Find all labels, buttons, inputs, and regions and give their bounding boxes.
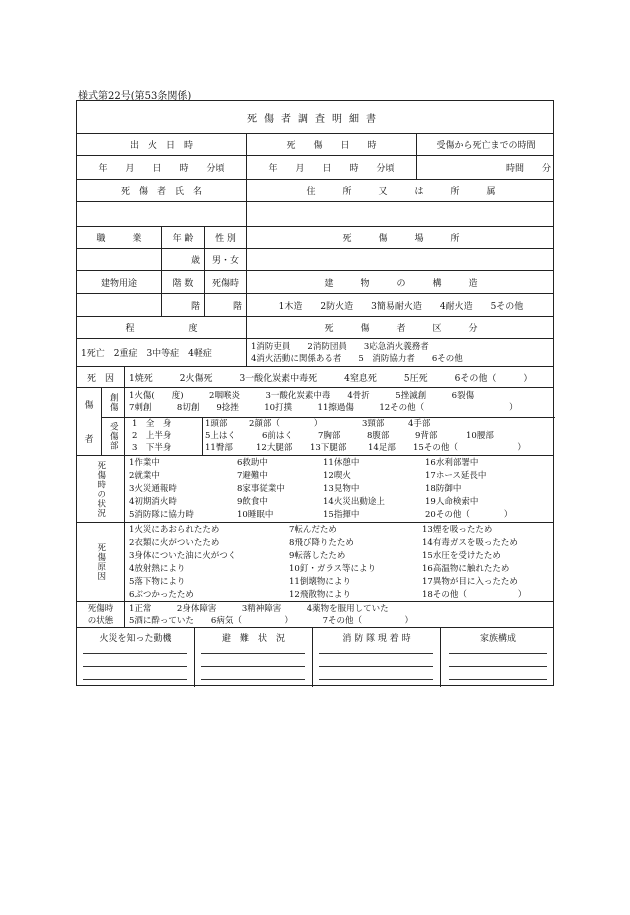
category-line-2: 4消火活動に関係ある者 5 消防協力者 6その他 — [251, 354, 463, 364]
part-head: 1頭部 — [205, 419, 228, 429]
motive-column — [77, 628, 195, 687]
injured-part-subrow — [102, 417, 555, 456]
injury-label-bottom: 者 — [84, 434, 94, 445]
floor-at-casualty-field[interactable]: 階 — [205, 294, 247, 316]
fire-datetime-header: 出 火 日 時 — [77, 134, 247, 155]
building-header-row — [77, 271, 553, 294]
date-fields-row — [77, 156, 553, 180]
degree-header-row — [77, 317, 553, 339]
situation-12: 12喫火 — [323, 471, 351, 481]
motive-line-2[interactable] — [83, 666, 187, 667]
evacuation-line-2[interactable] — [201, 666, 305, 667]
cause-4: 4放射熱により — [129, 564, 186, 574]
state-label — [77, 602, 125, 627]
motive-line-1[interactable] — [83, 653, 187, 654]
cause-13: 13煙を吸ったため — [422, 525, 493, 535]
name-field[interactable] — [77, 202, 247, 226]
part-face: 2顔部（ ） — [249, 419, 323, 429]
degree-field-row — [77, 339, 553, 367]
address-field[interactable] — [247, 202, 555, 226]
address-header: 住 所 又 は 所 属 — [306, 187, 496, 197]
cause-17: 17異物が目に入ったため — [422, 577, 518, 587]
cause-8: 8飛び降りたため — [289, 538, 354, 548]
wound-subrow — [102, 388, 555, 418]
situation-3: 3火災通報時 — [129, 484, 177, 494]
injury-label — [77, 388, 102, 455]
part-back: 9背部 — [415, 431, 438, 441]
time-to-death-header: 受傷から死亡までの時間 — [436, 141, 536, 151]
evacuation-header: 避 難 状 況 — [221, 634, 285, 644]
form-number: 様式第22号(第53条関係) — [78, 91, 192, 102]
name-header: 死 傷 者 氏 名 — [77, 180, 247, 201]
cause-6: 6ぶつかったため — [129, 590, 194, 600]
injury-block — [77, 388, 553, 456]
situation-9: 9飲食中 — [237, 497, 268, 507]
building-use-field[interactable] — [77, 294, 162, 316]
situation-5: 5消防隊に協力時 — [129, 510, 194, 520]
death-datetime-header: 死 傷 日 時 — [247, 134, 417, 155]
situation-16: 16水利部署中 — [425, 458, 479, 468]
death-cause-options[interactable]: 1焼死 2火傷死 3一酸化炭素中毒死 4窒息死 5圧死 6その他（ ） — [129, 373, 533, 384]
part-other: 15その他（ ） — [413, 443, 526, 453]
age-field[interactable]: 歳 — [162, 249, 205, 270]
situation-19: 19人命検索中 — [425, 497, 479, 507]
occupation-field-row — [77, 249, 553, 271]
cause-15: 15水圧を受けたため — [422, 551, 501, 561]
casualty-place-field[interactable] — [247, 249, 555, 270]
cause-12: 12飛散物により — [289, 590, 351, 600]
part-foot: 14足部 — [368, 443, 396, 453]
category-header: 死 傷 者 区 分 — [324, 324, 478, 334]
cause-10: 10釘・ガラス等により — [289, 564, 377, 574]
situation-17: 17ホース延長中 — [425, 471, 487, 481]
state-options[interactable] — [129, 603, 413, 627]
cause-block — [77, 523, 553, 602]
family-line-2[interactable] — [449, 666, 547, 667]
age-header: 年 齢 — [162, 227, 205, 248]
wound-label: 創傷 — [102, 388, 125, 417]
situation-block — [77, 456, 553, 523]
occupation-header: 職 業 — [77, 227, 162, 248]
cause-1: 1火災にあおられたため — [129, 525, 220, 535]
occupation-field[interactable] — [77, 249, 162, 270]
situation-6: 6救助中 — [237, 458, 268, 468]
part-abdomen: 8腹部 — [367, 431, 390, 441]
structure-options[interactable]: 1木造 2防火造 3簡易耐火造 4耐火造 5その他 — [278, 301, 524, 312]
form-sheet — [76, 100, 554, 686]
part-forearm: 6前はく — [262, 431, 293, 441]
degree-header: 程 度 — [77, 317, 247, 338]
date-header-row — [77, 134, 553, 156]
building-field-row — [77, 294, 553, 317]
state-block — [77, 602, 553, 628]
family-line-1[interactable] — [449, 653, 547, 654]
name-header-row — [77, 180, 553, 202]
state-label-line-1: 死傷時 — [87, 603, 114, 614]
wound-line-2: 7刺創 8切創 9捻挫 10打撲 11擦過傷 12その他（ ） — [129, 403, 518, 413]
part-whole-body: 1 全 身 — [132, 419, 172, 429]
name-field-row — [77, 202, 553, 227]
motive-line-3[interactable] — [83, 679, 187, 680]
structure-header: 建 物 の 構 造 — [324, 278, 478, 289]
part-waist: 10腰部 — [466, 431, 494, 441]
motive-header: 火災を知った動機 — [99, 634, 172, 644]
part-lower-body: 3 下半身 — [132, 443, 172, 453]
situation-7: 7避難中 — [237, 471, 268, 481]
occupation-header-row — [77, 227, 553, 249]
family-line-3[interactable] — [449, 679, 547, 680]
title-row — [77, 101, 553, 134]
situation-10: 10睡眠中 — [237, 510, 274, 520]
floors-field[interactable]: 階 — [162, 294, 205, 316]
situation-label: 死傷時の状況 — [77, 456, 125, 522]
fire-datetime-field[interactable]: 年 月 日 時 分頃 — [77, 156, 247, 179]
cause-16: 16高温物に触れたため — [422, 564, 510, 574]
part-buttocks: 11臀部 — [205, 443, 233, 453]
situation-8: 8家事従業中 — [237, 484, 285, 494]
state-line-1: 1正常 2身体障害 3精神障害 4薬物を服用していた — [129, 604, 389, 614]
death-cause-label: 死 因 — [77, 367, 125, 387]
part-hand: 4手部 — [408, 419, 431, 429]
situation-11: 11休憩中 — [323, 458, 360, 468]
evacuation-column — [195, 628, 313, 687]
evacuation-line-1[interactable] — [201, 653, 305, 654]
state-label-line-2: の状態 — [87, 615, 114, 626]
wound-line-1: 1火傷( 度) 2咽喉炎 3一酸化炭素中毒 4骨折 5挫滅創 6裂傷 — [129, 391, 475, 401]
part-thigh: 12大腿部 — [256, 443, 293, 453]
part-upper-arm: 5上はく — [205, 431, 236, 441]
arrival-line-3[interactable] — [319, 679, 433, 680]
category-options[interactable] — [247, 339, 555, 366]
cause-14: 14有毒ガスを吸ったため — [422, 538, 518, 548]
sex-field[interactable]: 男・女 — [205, 249, 247, 270]
part-chest: 7胸部 — [318, 431, 341, 441]
situation-13: 13見物中 — [323, 484, 360, 494]
time-to-death-field[interactable]: 時間 分 — [505, 164, 551, 174]
situation-2: 2就業中 — [129, 471, 160, 481]
cause-18: 18その他（ ） — [422, 590, 527, 600]
cause-11: 11倒壊物により — [289, 577, 351, 587]
cause-7: 7転んだため — [289, 525, 337, 535]
death-datetime-field[interactable]: 年 月 日 時 分頃 — [247, 156, 417, 179]
injured-part-label: 受傷部 — [102, 417, 125, 456]
cause-5: 5落下物により — [129, 577, 186, 587]
cause-3: 3身体についた油に火がつく — [129, 551, 237, 561]
floor-at-casualty-header: 死傷時 — [205, 271, 247, 293]
state-line-2: 5酒に酔っていた 6病気（ ） 7その他（ ） — [129, 616, 413, 626]
cause-9: 9転落したため — [289, 551, 346, 561]
floors-header: 階 数 — [162, 271, 205, 293]
death-cause-row — [77, 367, 553, 388]
degree-options[interactable]: 1死亡 2重症 3中等症 4軽症 — [77, 339, 247, 366]
situation-20: 20その他（ ） — [425, 510, 513, 520]
injury-label-top: 傷 — [84, 401, 94, 412]
category-line-1: 1消防吏員 2消防団員 3応急消火義務者 — [251, 342, 429, 352]
cause-label: 死傷原因 — [77, 523, 125, 601]
situation-4: 4初期消火時 — [129, 497, 177, 507]
page-title: 死傷者調査明細書 — [247, 113, 383, 125]
wound-options[interactable] — [129, 390, 518, 414]
casualty-place-header: 死 傷 場 所 — [342, 234, 460, 244]
arrival-header: 消 防 隊 現 着 時 — [342, 634, 411, 644]
part-neck: 3頸部 — [362, 419, 385, 429]
part-upper-body: 2 上半身 — [132, 431, 172, 441]
arrival-column — [313, 628, 441, 687]
evacuation-line-3[interactable] — [201, 679, 305, 680]
part-lower-leg: 13下腿部 — [310, 443, 347, 453]
family-column — [441, 628, 555, 687]
building-use-header: 建物用途 — [77, 271, 162, 293]
situation-18: 18防御中 — [425, 484, 462, 494]
situation-14: 14火災出動途上 — [323, 497, 385, 507]
family-header: 家族構成 — [479, 634, 516, 644]
situation-15: 15指揮中 — [323, 510, 360, 520]
cause-2: 2衣類に火がついたため — [129, 538, 220, 548]
arrival-line-1[interactable] — [319, 653, 433, 654]
sex-header: 性 別 — [205, 227, 247, 248]
arrival-line-2[interactable] — [319, 666, 433, 667]
footer-block — [77, 628, 553, 687]
situation-1: 1作業中 — [129, 458, 160, 468]
